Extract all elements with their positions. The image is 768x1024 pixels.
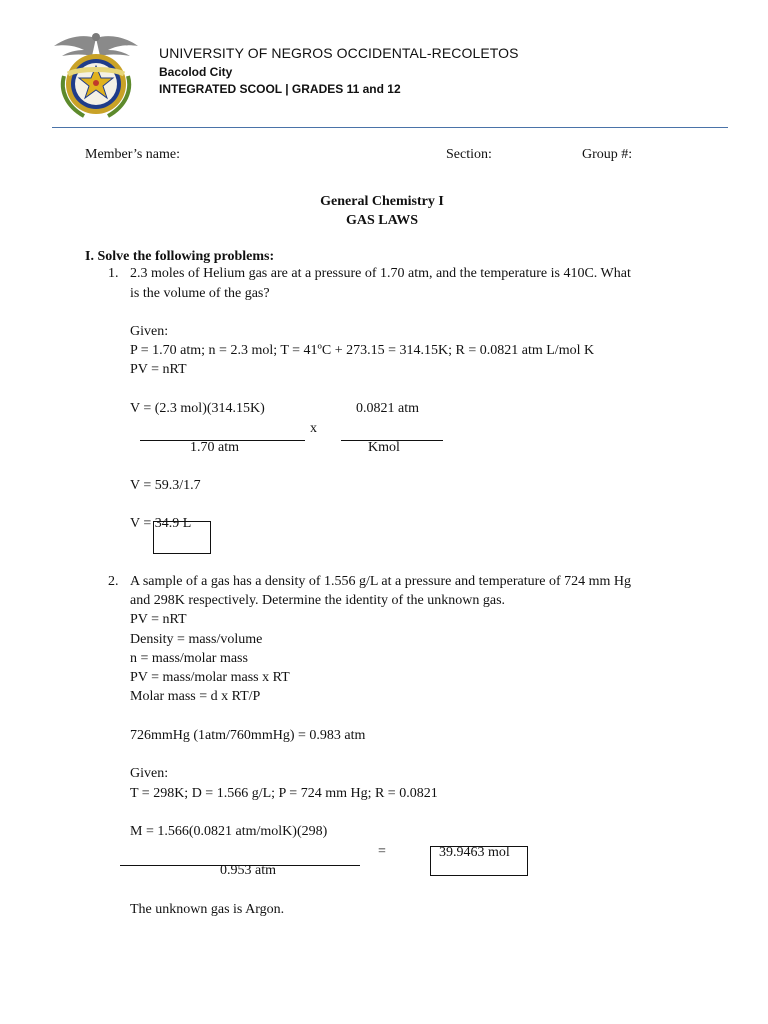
problem1-answer: V = 34.9 L xyxy=(130,516,192,531)
problem2-formula3: n = mass/molar mass xyxy=(130,651,248,666)
problem2-formula2: Density = mass/volume xyxy=(130,632,263,647)
course-title: General Chemistry I xyxy=(320,194,444,209)
university-name: UNIVERSITY OF NEGROS OCCIDENTAL-RECOLETOS xyxy=(159,45,519,61)
problem2-formula4: PV = mass/molar mass x RT xyxy=(130,670,290,685)
problem1-given-values: P = 1.70 atm; n = 2.3 mol; T = 41ºC + 273.15 = 314.15K; R = 0.0821 atm L/mol K xyxy=(130,343,595,358)
problem2-equals-sign: = xyxy=(378,844,386,859)
problem1-formula: PV = nRT xyxy=(130,362,187,377)
problem2-formula1: PV = nRT xyxy=(130,612,187,627)
problem1-given-label: Given: xyxy=(130,324,169,339)
header-divider xyxy=(52,127,728,128)
school-seal-logo xyxy=(50,28,142,124)
problem1-fraction1-denominator: 1.70 atm xyxy=(190,440,239,455)
problem2-text-line1: A sample of a gas has a density of 1.556 g/L at a pressure and temperature of 724 mm Hg xyxy=(130,574,632,589)
problem2-conclusion: The unknown gas is Argon. xyxy=(130,902,285,917)
problem1-fraction2-numerator: 0.0821 atm xyxy=(356,401,419,416)
problem2-conversion: 726mmHg (1atm/760mmHg) = 0.983 atm xyxy=(130,728,366,743)
problem1-fraction2-denominator: Kmol xyxy=(368,440,400,455)
problem1-text-line2: is the volume of the gas? xyxy=(130,286,270,301)
problem2-given-values: T = 298K; D = 1.566 g/L; P = 724 mm Hg; R = 0.0821 xyxy=(130,786,438,801)
section-label: Section: xyxy=(446,147,492,162)
problem2-text-line2: and 298K respectively. Determine the identity of the unknown gas. xyxy=(130,593,506,608)
problem1-text-line1: 2.3 moles of Helium gas are at a pressure of 1.70 atm, and the temperature is 410C. What xyxy=(130,266,631,281)
problem1-times-sign: x xyxy=(310,421,317,436)
problem2-answer: 39.9463 mol xyxy=(439,845,510,860)
member-name-label: Member’s name: xyxy=(85,147,180,162)
problem2-number: 2. xyxy=(108,574,119,589)
problem1-answer-box xyxy=(153,521,211,554)
problem2-molar-mass-denominator: 0.953 atm xyxy=(220,863,276,878)
problem2-given-label: Given: xyxy=(130,766,169,781)
school-name: INTEGRATED SCOOL | GRADES 11 and 12 xyxy=(159,82,401,96)
problem2-molar-mass-numerator: M = 1.566(0.0821 atm/molK)(298) xyxy=(130,824,328,839)
topic-title: GAS LAWS xyxy=(346,213,418,228)
problem1-step: V = 59.3/1.7 xyxy=(130,478,201,493)
problem1-number: 1. xyxy=(108,266,119,281)
group-label: Group #: xyxy=(582,147,633,162)
problem1-fraction1-numerator: V = (2.3 mol)(314.15K) xyxy=(130,401,265,416)
part1-heading: I. Solve the following problems: xyxy=(85,249,275,264)
problem2-formula5: Molar mass = d x RT/P xyxy=(130,689,261,704)
city-name: Bacolod City xyxy=(159,65,233,79)
